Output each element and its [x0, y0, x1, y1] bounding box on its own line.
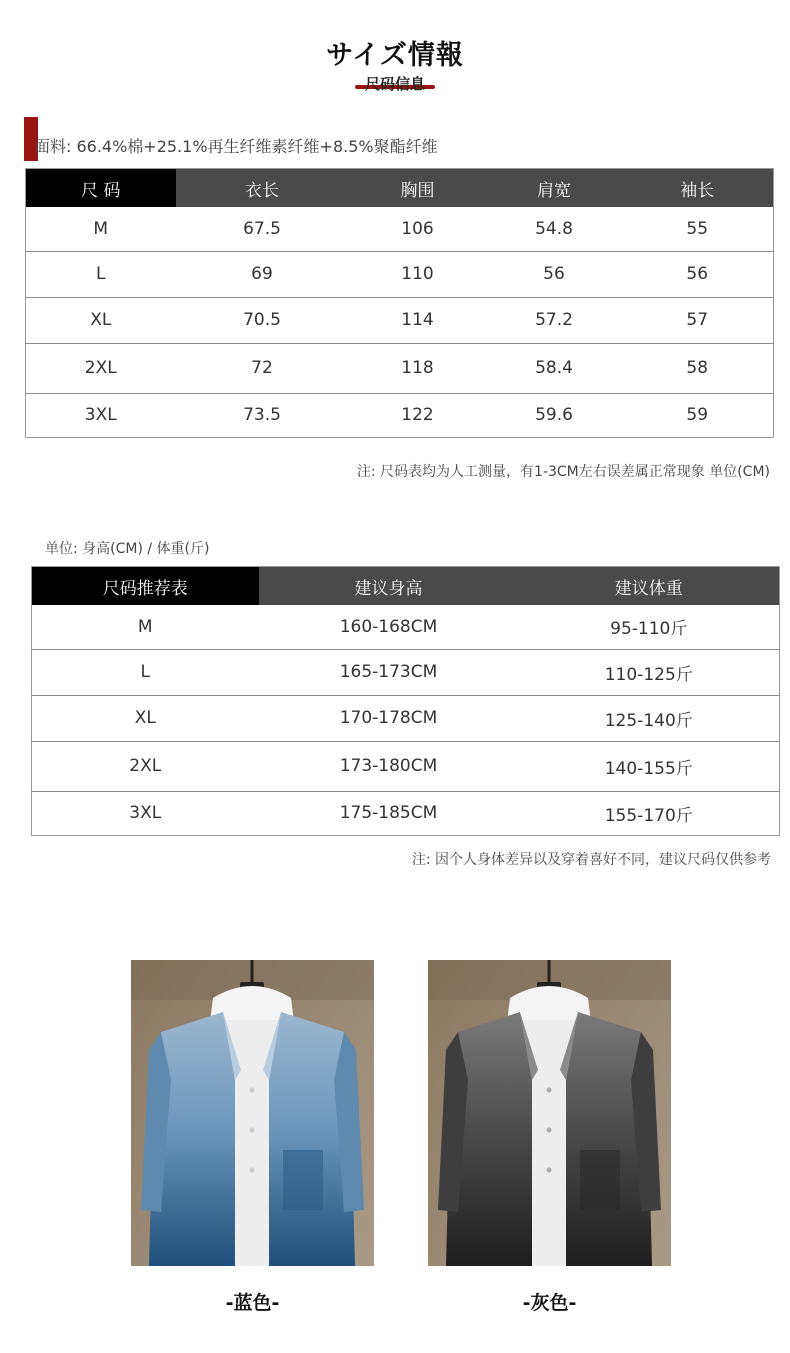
table-cell: 67.5 — [176, 207, 349, 251]
size-note: 注: 尺码表均为人工测量，有1-3CM左右误差属正常现象 单位(CM) — [356, 464, 770, 480]
table-header-row — [32, 567, 780, 606]
page-title: サイズ情報 — [326, 40, 464, 71]
col-header-recommend: 尺码推荐表 — [32, 567, 259, 606]
table-cell: 57 — [622, 297, 774, 343]
col-header-size: 尺 码 — [26, 169, 176, 208]
table-cell: 59.6 — [535, 405, 573, 425]
fabric-composition: 面料: 66.4%棉+25.1%再生纤维素纤维+8.5%聚酯纤维 — [34, 137, 438, 156]
unit-note: 单位: 身高(CM) / 体重(斤) — [45, 541, 210, 557]
table-cell: 106 — [349, 207, 487, 251]
page-subtitle-text: 尺码信息 — [364, 75, 425, 93]
size-recommendation-table — [31, 566, 780, 836]
product-caption-gray: -灰色- — [522, 1292, 577, 1314]
table-cell: 140-155斤 — [519, 741, 780, 791]
table-cell: 70.5 — [176, 297, 349, 343]
table-cell: 3XL — [129, 803, 162, 823]
table-cell: M — [26, 207, 176, 251]
table-cell: 165-173CM — [259, 649, 519, 695]
col-header-length: 衣长 — [176, 169, 349, 208]
product-photo-gray — [428, 960, 671, 1266]
table-cell: 58.4 — [487, 343, 622, 393]
table-cell: 59 — [686, 405, 709, 425]
table-cell: 175-185CM — [339, 803, 438, 823]
table-cell: XL — [32, 695, 259, 741]
table-row — [26, 207, 774, 251]
table-cell: 122 — [401, 405, 434, 425]
table-row — [32, 649, 780, 695]
col-header-height: 建议身高 — [259, 567, 519, 606]
table-cell: 2XL — [26, 343, 176, 393]
table-cell: 155-170斤 — [604, 805, 693, 826]
table-cell: 56 — [622, 251, 774, 297]
table-cell: 54.8 — [487, 207, 622, 251]
table-cell: 95-110斤 — [519, 605, 780, 649]
table-cell: 125-140斤 — [519, 695, 780, 741]
page-header — [0, 38, 790, 94]
table-row — [32, 695, 780, 741]
table-cell: 170-178CM — [259, 695, 519, 741]
table-cell: L — [32, 649, 259, 695]
table-row — [26, 297, 774, 343]
col-header-chest: 胸围 — [349, 169, 487, 208]
table-cell: 160-168CM — [259, 605, 519, 649]
product-photo-blue — [131, 960, 374, 1266]
table-row — [26, 393, 774, 437]
col-header-shoulder: 肩宽 — [487, 169, 622, 208]
table-cell: 56 — [487, 251, 622, 297]
col-header-sleeve: 袖长 — [622, 169, 774, 208]
table-cell: 114 — [349, 297, 487, 343]
table-row — [26, 251, 774, 297]
table-cell: 58 — [622, 343, 774, 393]
table-row — [32, 741, 780, 791]
table-cell: L — [26, 251, 176, 297]
size-table — [25, 168, 774, 438]
table-cell: 173-180CM — [259, 741, 519, 791]
table-cell: 110-125斤 — [519, 649, 780, 695]
recommendation-note: 注: 因个人身体差异以及穿着喜好不同，建议尺码仅供参考 — [411, 852, 771, 868]
table-header-row — [26, 169, 774, 208]
table-cell: 69 — [176, 251, 349, 297]
table-cell: 73.5 — [243, 405, 281, 425]
product-caption-blue: -蓝色- — [225, 1292, 280, 1314]
table-cell: XL — [26, 297, 176, 343]
table-row — [32, 791, 780, 835]
table-cell: 110 — [349, 251, 487, 297]
table-cell: 118 — [349, 343, 487, 393]
table-cell: M — [32, 605, 259, 649]
table-cell: 57.2 — [487, 297, 622, 343]
table-cell: 55 — [622, 207, 774, 251]
table-cell: 2XL — [32, 741, 259, 791]
table-cell: 3XL — [84, 405, 117, 425]
table-row — [26, 343, 774, 393]
table-cell: 72 — [176, 343, 349, 393]
table-row — [32, 605, 780, 649]
page-subtitle — [359, 74, 431, 94]
col-header-weight: 建议体重 — [519, 567, 780, 606]
